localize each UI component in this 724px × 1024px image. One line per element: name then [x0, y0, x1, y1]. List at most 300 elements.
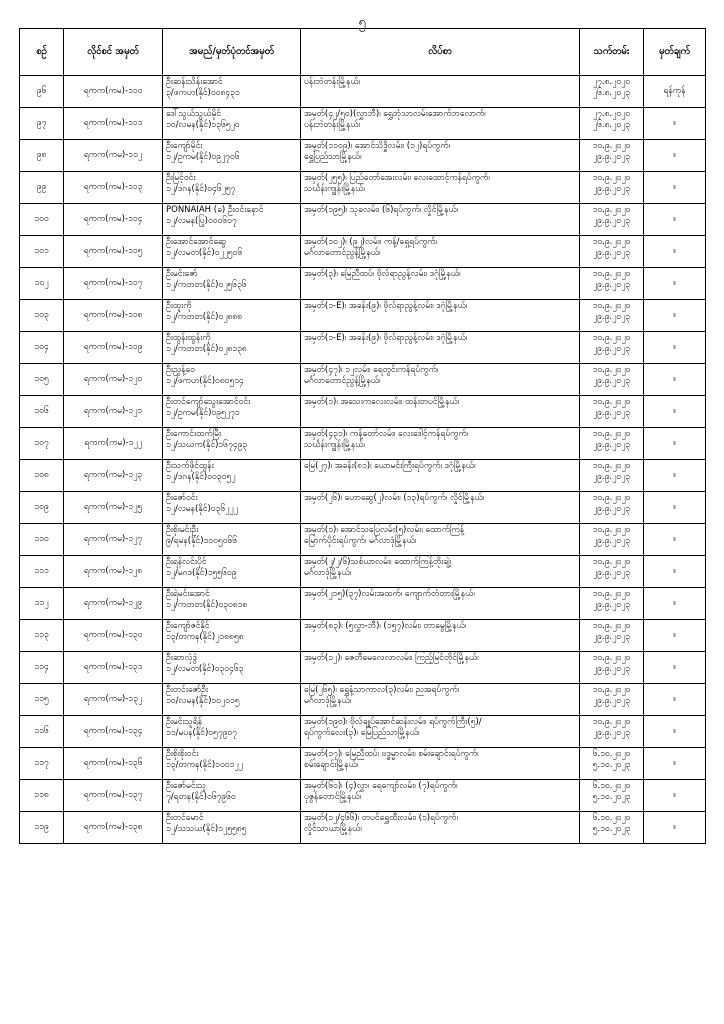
nrc-number: ၁၂/မဂဒ(နိုင်)၁၅၅၆၀၉ [166, 568, 237, 579]
valid-from: ၁၀.၉.၂၀၂၀ [592, 493, 631, 503]
valid-to: ၂၉.၉.၂၀၂၃ [592, 536, 631, 547]
holder-name: ဦးဇော်ဝင်း [166, 493, 198, 503]
validity-cell [580, 332, 644, 364]
name-cell [163, 396, 301, 428]
nrc-number: ၁၂/သဃက(နိုင်)၁၆၇၄၉၃ [166, 440, 248, 451]
remark-cell: ။ [644, 428, 706, 460]
valid-from: ၆.၁၀.၂၀၂၀ [592, 781, 631, 791]
valid-from: ၁၀.၉.၂၀၂၀ [592, 557, 631, 567]
license-no-cell: ရကက(ကမ)-၁၁၄ [64, 204, 163, 236]
serial-cell: ၁၀၅ [20, 364, 64, 396]
name-cell [163, 556, 301, 588]
nrc-number: ၁၁/မပန(နိုင်)၀၅၇၉၀၇ [166, 728, 237, 739]
valid-from: ၁၀.၉.၂၀၂၀ [592, 141, 631, 151]
name-cell [163, 652, 301, 684]
license-no-cell: ရကက(ကမ)-၁၁၃ [64, 172, 163, 204]
valid-to: ၂၉.၉.၂၀၂၃ [592, 312, 631, 323]
header-license-no: လိုင်စင် အမှတ် [64, 29, 163, 76]
address-line-1: အမှတ်(၁၇)၊ မြေညီထပ်၊ ဗဒ္ဓမ္မာလမ်း၊ စမ်းချောင်းရပ်ကွက်၊ [304, 749, 479, 759]
address-cell [301, 684, 580, 716]
remark-cell: ။ [644, 108, 706, 140]
address-line-1: အမှတ်(၁-E)၊ အခန်း(၉)၊ ဗိုလ်ရာညွန့်လမ်း၊ ဒဂုံမြို့နယ်၊ [304, 301, 468, 311]
serial-cell: ၁၁၀ [20, 524, 64, 556]
name-cell [163, 204, 301, 236]
serial-cell: ၉၆ [20, 76, 64, 108]
serial-cell: ၁၁၇ [20, 748, 64, 780]
valid-to: ၂၉.၉.၂၀၂၃ [592, 728, 631, 739]
remark-cell: ။ [644, 556, 706, 588]
serial-cell: ၉၉ [20, 172, 64, 204]
holder-name: ဦးမင်းဇော် [166, 269, 198, 279]
name-cell [163, 460, 301, 492]
address-cell [301, 588, 580, 620]
valid-to: ၂၉.၉.၂၀၂၃ [592, 504, 631, 515]
valid-from: ၁၀.၉.၂၀၂၀ [592, 269, 631, 279]
address-line-1: အမှတ်(၂၆)၊ ဟောဆွေ(၂)လမ်း၊ (၁၃)ရပ်ကွက်၊ လှိုင်မြို့နယ်၊ [304, 493, 485, 503]
nrc-number: ၇/ရတန(နိုင်)၀၆၇၉၆၀ [166, 792, 236, 803]
address-cell [301, 172, 580, 204]
license-table [19, 28, 706, 844]
holder-name: ဦးစိုးမင်းဦး [166, 525, 199, 535]
remark-cell: ။ [644, 172, 706, 204]
address-cell [301, 236, 580, 268]
remark-cell: ။ [644, 588, 706, 620]
table-row [20, 108, 706, 140]
name-cell [163, 716, 301, 748]
valid-to: ၂၉.၉.၂၀၂၃ [592, 280, 631, 291]
license-no-cell: ရကက(ကမ)-၁၃၄ [64, 716, 163, 748]
remark-cell: ။ [644, 780, 706, 812]
valid-to: ၂၉.၉.၂၀၂၃ [592, 664, 631, 675]
address-cell [301, 76, 580, 108]
valid-to: ၂၉.၉.၂၀၂၃ [592, 440, 631, 451]
valid-from: ၁၀.၉.၂၀၂၀ [592, 397, 631, 407]
validity-cell [580, 620, 644, 652]
table-row [20, 716, 706, 748]
address-cell [301, 620, 580, 652]
address-line-2: စမ်းချောင်းမြို့နယ်၊ [304, 760, 359, 771]
valid-from: ၁၀.၉.၂၀၂၀ [592, 173, 631, 183]
table-header-row [20, 29, 706, 76]
serial-cell: ၁၀၁ [20, 236, 64, 268]
serial-cell: ၁၁၂ [20, 588, 64, 620]
holder-name: ဦးဇော်မင်းသူ [166, 781, 206, 791]
valid-from: ၆.၁၀.၂၀၂၀ [592, 813, 631, 823]
license-no-cell: ရကက(ကမ)-၁၂၂ [64, 428, 163, 460]
nrc-number: ၁၂/လမတ(နိုင်)၀၃၀၄၆၃ [166, 664, 244, 675]
address-cell [301, 140, 580, 172]
address-cell [301, 396, 580, 428]
table-row [20, 748, 706, 780]
address-cell [301, 300, 580, 332]
holder-name: ဦးဆန်းသိန်းအောင် [166, 77, 223, 87]
table-row [20, 332, 706, 364]
table-row [20, 556, 706, 588]
address-line-1: အမှတ်(၁၂/၄၆၆)၊ တပင်ရွှေထီးလမ်း၊ (၁)ရပ်ကွက်၊ [304, 813, 458, 823]
name-cell [163, 364, 301, 396]
valid-to: ၂၆.၈.၂၀၂၃ [592, 88, 631, 99]
table-row [20, 204, 706, 236]
license-no-cell: ရကက(ကမ)-၁၃၇ [64, 780, 163, 812]
address-line-1: အမှတ်(၁၀၂)၊ (၉၂)လမ်း၊ ကန့်/ရှေ့ရပ်ကွက်၊ [304, 237, 437, 247]
address-line-2: မြောက်ပိုင်းရပ်ကွက်၊ မင်္ဂလာဒုံမြို့နယ်၊ [304, 536, 417, 547]
license-no-cell: ရကက(ကမ)-၁၁၂ [64, 140, 163, 172]
nrc-number: ၁၀/လမန(နိုင်)၁၃၆၅၂၀ [166, 120, 240, 131]
serial-cell: ၁၀၇ [20, 428, 64, 460]
valid-from: ၁၀.၉.၂၀၂၀ [592, 237, 631, 247]
name-cell [163, 492, 301, 524]
validity-cell [580, 108, 644, 140]
serial-cell: ၁၁၉ [20, 812, 64, 844]
serial-cell: ၁၁၄ [20, 652, 64, 684]
valid-to: ၂၉.၉.၂၀၂၃ [592, 152, 631, 163]
valid-from: ၁၀.၉.၂၀၂၀ [592, 301, 631, 311]
nrc-number: ၁၂/လမတ(နိုင်)၀၂၂၅၀၆ [166, 248, 243, 259]
address-cell [301, 716, 580, 748]
table-row [20, 684, 706, 716]
validity-cell [580, 460, 644, 492]
table-row [20, 76, 706, 108]
address-line-1: အမှတ်(၃)၊ မြေညီထပ်၊ ဗိုလ်ရာညွန့်လမ်း၊ ဒဂုံမြို့နယ်၊ [304, 269, 461, 279]
valid-from: ၁၀.၉.၂၀၂၀ [592, 205, 631, 215]
address-line-1: မြေ(၂၇)၊ အခန်း(၈၁)၊ ယောမင်းကြီးရပ်ကွက်၊ ဒဂုံမြို့နယ်၊ [304, 461, 476, 471]
address-cell [301, 204, 580, 236]
holder-name: ဦးအောင်အောင်ဆွေ [166, 237, 226, 247]
valid-from: ၁၀.၉.၂၀၂၀ [592, 365, 631, 375]
nrc-number: ၁၂/ကတတ(နိုင်)၀၃၀၈၁၈ [166, 600, 248, 611]
validity-cell [580, 204, 644, 236]
table-row [20, 428, 706, 460]
nrc-number: ၉/ရမန(နိုင်)၁၀၀၅၀၆၆ [166, 536, 237, 547]
validity-cell [580, 396, 644, 428]
validity-cell [580, 588, 644, 620]
address-line-1: အမှတ်(၂/၂/၆)သစ်ယာလမ်း၊ ထောက်ကြန့်တိုးချဲ့၊ [304, 557, 451, 567]
holder-name: ဦးမြင့်ဝင်း [166, 173, 196, 183]
address-cell [301, 332, 580, 364]
address-cell [301, 492, 580, 524]
address-line-1: မြေ(၂၆၅)၊ ရွှေနံ့သာကာလ(၃)လမ်း၊ ညအရပ်ကွက်၊ [304, 685, 460, 695]
address-line-1: အမှတ်(၁၉၀)၊ ဗိုလ်ချုပ်အောင်ဆန်းလမ်း၊ ရပ်ကွက်ကြီး(၅)/ [304, 717, 482, 727]
holder-name: ဦးကျော်ဇင်နိုင် [166, 621, 210, 631]
table-row [20, 780, 706, 812]
name-cell [163, 108, 301, 140]
validity-cell [580, 684, 644, 716]
nrc-number: ၁၃/တကန(နိုင်)၂၁၈၈၅၈ [166, 632, 244, 643]
name-cell [163, 780, 301, 812]
valid-to: ၂၉.၉.၂၀၂၃ [592, 408, 631, 419]
name-cell [163, 428, 301, 460]
header-validity: သက်တမ်း [580, 29, 644, 76]
table-row [20, 524, 706, 556]
valid-from: ၁၀.၉.၂၀၂၀ [592, 621, 631, 631]
address-cell [301, 428, 580, 460]
serial-cell: ၁၀၀ [20, 204, 64, 236]
serial-cell: ၁၀၈ [20, 460, 64, 492]
address-cell [301, 460, 580, 492]
holder-name: ဦးကောင်းထက်မြီး [166, 429, 222, 439]
nrc-number: ၁၂/ကတတ(နိုင်)၀၂၅၆၃၆ [166, 280, 247, 291]
name-cell [163, 588, 301, 620]
nrc-number: ၁၂/လမန(နိုင်)၀၃၆၂၂၂ [166, 504, 238, 515]
valid-to: ၂၉.၉.၂၀၂၃ [592, 600, 631, 611]
remark-cell: ။ [644, 332, 706, 364]
holder-name: ဦးရဲမင်းအောင် [166, 589, 210, 599]
valid-to: ၂၉.၉.၂၀၂၃ [592, 632, 631, 643]
address-line-1: အမှတ်(၁)၊ အောင်သပြေလမ်း(၅)လမ်း၊ ထောက်ကြန့် [304, 525, 465, 535]
remark-cell: ။ [644, 364, 706, 396]
remark-cell: ။ [644, 300, 706, 332]
nrc-number: ၁၂/ဥကမ(နိုင်)၀၉၂၇၀၆ [166, 152, 240, 163]
validity-cell [580, 140, 644, 172]
valid-to: ၂၉.၉.၂၀၂၃ [592, 216, 631, 227]
license-no-cell: ရကက(ကမ)-၁၁၇ [64, 268, 163, 300]
table-row [20, 364, 706, 396]
nrc-number: ၁၂/ဖကဟ(နိုင်)၀၈၀၅၁၄ [166, 376, 244, 387]
validity-cell [580, 268, 644, 300]
name-cell [163, 812, 301, 844]
remark-cell: ။ [644, 652, 706, 684]
valid-from: ၁၀.၉.၂၀၂၀ [592, 333, 631, 343]
validity-cell [580, 172, 644, 204]
holder-name: ဦးကျော်မိုင်း [166, 141, 203, 151]
name-cell [163, 76, 301, 108]
valid-to: ၂၉.၉.၂၀၂၃ [592, 568, 631, 579]
remark-cell: ။ [644, 716, 706, 748]
name-cell [163, 332, 301, 364]
nrc-number: ၁၂/ဥကမ(နိုင်)၀၉၅၂၇၁ [166, 408, 240, 419]
remark-cell: ။ [644, 748, 706, 780]
license-no-cell: ရကက(ကမ)-၁၂၃ [64, 460, 163, 492]
nrc-number: ၁၂/လမန(ပြု)၀၀၀၆၀၇ [166, 216, 237, 227]
address-line-2: ရွှေပြည်သာမြို့နယ်၊ [304, 152, 362, 163]
table-row [20, 172, 706, 204]
nrc-number: ၁၂/ဒဂန(နိုင်)၀၀၃၀၅၂ [166, 472, 236, 483]
remark-cell: ။ [644, 524, 706, 556]
nrc-number: ၃/ဖကဟ(နိုင်)၀၀၈၄၃၁ [166, 88, 240, 99]
serial-cell: ၁၁၅ [20, 684, 64, 716]
valid-to: ၂၉.၉.၂၀၂၃ [592, 376, 631, 387]
serial-cell: ၁၀၄ [20, 332, 64, 364]
license-no-cell: ရကက(ကမ)-၁၂၇ [64, 524, 163, 556]
serial-cell: ၁၀၃ [20, 300, 64, 332]
address-cell [301, 652, 580, 684]
license-no-cell: ရကက(ကမ)-၁၁၉ [64, 332, 163, 364]
validity-cell [580, 556, 644, 588]
holder-name: PONNAIAH (ခ) ဦးဝင်းနောင် [166, 205, 264, 215]
address-line-2: ရပ်ကွက်လေး(၃)၊ မြေပြည်သာမြို့နယ်၊ [304, 728, 420, 739]
license-no-cell: ရကက(ကမ)-၁၃၁ [64, 652, 163, 684]
license-no-cell: ရကက(ကမ)-၁၂၉ [64, 588, 163, 620]
address-line-1: အမှတ်(၁၂)၊ ဇေတီမေလေလာလမ်း၊ ကြည့်မြင်တိုင်မြို့နယ်၊ [304, 653, 479, 663]
validity-cell [580, 652, 644, 684]
nrc-number: ၁၂/ကတတ(နိုင်)၀၂၈၈၈ [166, 312, 242, 323]
serial-cell: ၁၁၆ [20, 716, 64, 748]
address-cell [301, 524, 580, 556]
page-number: ၅ [358, 15, 366, 30]
nrc-number: ၁၃/တကန(နိုင်)၁၀၀၁၂၂ [166, 760, 243, 771]
valid-from: ၁၀.၉.၂၀၂၀ [592, 461, 631, 471]
serial-cell: ၁၀၉ [20, 492, 64, 524]
remark-cell: ။ [644, 460, 706, 492]
valid-to: ၅.၁၀.၂၀၂၃ [592, 760, 631, 771]
holder-name: ဦးသက်ဖိုင်ထွန်း [166, 461, 214, 471]
table-row [20, 588, 706, 620]
license-no-cell: ရကက(ကမ)-၁၁၅ [64, 236, 163, 268]
serial-cell: ၉၇ [20, 108, 64, 140]
valid-to: ၂၉.၉.၂၀၂၃ [592, 344, 631, 355]
serial-cell: ၁၁၃ [20, 620, 64, 652]
address-line-2: ပုဇွန်တောင်မြို့နယ်၊ [304, 792, 361, 803]
table-row [20, 620, 706, 652]
table-row [20, 812, 706, 844]
address-line-1: အမှတ်(၁၉၅)၊ သုခလမ်း၊ (၆)ရပ်ကွက်၊ လှိုင်မြို့နယ်၊ [304, 205, 459, 215]
license-no-cell: ရကက(ကမ)-၁၂၀ [64, 364, 163, 396]
name-cell [163, 172, 301, 204]
valid-to: ၂၉.၉.၂၀၂၃ [592, 696, 631, 707]
holder-name: ဦးတင်မောင် [166, 813, 204, 823]
valid-to: ၅.၁၀.၂၀၂၃ [592, 792, 631, 803]
holder-name: ဦးထွန်းထွန်းကို [166, 333, 211, 343]
validity-cell [580, 364, 644, 396]
license-no-cell: ရကက(ကမ)-၁၃၀ [64, 620, 163, 652]
name-cell [163, 620, 301, 652]
header-remark: မှတ်ချက် [644, 29, 706, 76]
remark-cell: ။ [644, 812, 706, 844]
valid-to: ၂၉.၉.၂၀၂၃ [592, 472, 631, 483]
license-no-cell: ရကက(ကမ)-၁၂၅ [64, 492, 163, 524]
table-row [20, 492, 706, 524]
holder-name: ဦးတင်းဇော်ဦး [166, 685, 209, 695]
address-line-2: မင်္ဂလာဒုံမြို့နယ်၊ [304, 696, 352, 707]
license-no-cell: ရကက(ကမ)-၁၁၈ [64, 300, 163, 332]
license-no-cell: ရကက(ကမ)-၁၃၂ [64, 684, 163, 716]
license-no-cell: ရကက(ကမ)-၁၁၁ [64, 108, 163, 140]
name-cell [163, 268, 301, 300]
serial-cell: ၁၀၂ [20, 268, 64, 300]
address-line-1: ပန်းဘဲတန်းမြို့နယ်၊ [304, 77, 361, 87]
serial-cell: ၁၁၈ [20, 780, 64, 812]
address-cell [301, 364, 580, 396]
nrc-number: ၁၀/လမန(နိုင်)၁၀၂၀၁၅ [166, 696, 240, 707]
validity-cell [580, 524, 644, 556]
address-line-2: သင်္ဃန်းကျွန်းမြို့နယ်၊ [304, 184, 365, 195]
validity-cell [580, 492, 644, 524]
address-cell [301, 780, 580, 812]
address-line-1: အမှတ်(၆၀)၊ (၄)လွှာ၊ ရေကျော်လမ်း၊ (၇)ရပ်ကွက်၊ [304, 781, 458, 791]
valid-from: ၁၀.၉.၂၀၂၀ [592, 429, 631, 439]
name-cell [163, 140, 301, 172]
holder-name: ဦးရန်လင်းပိုင် [166, 557, 207, 567]
remark-cell: ။ [644, 268, 706, 300]
header-name-id: အမည်/မှတ်ပုံတင်အမှတ် [163, 29, 301, 76]
table-row [20, 460, 706, 492]
validity-cell [580, 428, 644, 460]
address-line-1: အမှတ်(၂၁၅)(၃၇)လမ်းအထက်၊ ကျောက်တံတားမြို့နယ်၊ [304, 589, 475, 599]
valid-from: ၁၀.၉.၂၀၂၀ [592, 685, 631, 695]
address-cell [301, 556, 580, 588]
license-no-cell: ရကက(ကမ)-၁၂၁ [64, 396, 163, 428]
holder-name: ဦးဆာလုံဒွဲ [166, 653, 197, 663]
table-row [20, 396, 706, 428]
holder-name: ဦးညွှန့်ဝေ [166, 365, 195, 375]
license-no-cell: ရကက(ကမ)-၁၃၆ [64, 748, 163, 780]
name-cell [163, 300, 301, 332]
serial-cell: ၉၈ [20, 140, 64, 172]
address-line-1: အမှတ်(၄၃၁)၊ ကန့်တော်လမ်း၊ လေးဒေါင့်ကန်ရပ်ကွက်၊ [304, 429, 469, 439]
table-row [20, 236, 706, 268]
license-no-cell: ရကက(ကမ)-၁၂၈ [64, 556, 163, 588]
remark-cell: ။ [644, 396, 706, 428]
header-serial: စဉ် [20, 29, 64, 76]
valid-to: ၅.၁၀.၂၀၂၃ [592, 824, 631, 835]
valid-to: ၂၉.၉.၂၀၂၃ [592, 248, 631, 259]
valid-from: ၂၇.၈.၂၀၂၀ [592, 109, 631, 119]
header-address: လိပ်စာ [301, 29, 580, 76]
valid-to: ၂၆.၈.၂၀၂၃ [592, 120, 631, 131]
address-cell [301, 748, 580, 780]
address-line-1: အမှတ်(၄၇)၊ ၁၂လမ်း၊ ရေတွင်းကန်ရပ်ကွက်၊ [304, 365, 439, 375]
address-line-2: ပန်းဘဲတန်းမြို့နယ်၊ [304, 120, 361, 131]
address-line-2: လှိုင်သာယာမြို့နယ်၊ [304, 824, 362, 835]
validity-cell [580, 236, 644, 268]
valid-from: ၆.၁၀.၂၀၂၀ [592, 749, 631, 759]
table-row [20, 268, 706, 300]
table-row [20, 652, 706, 684]
holder-name: ဦးထူးကို [166, 301, 192, 311]
nrc-number: ၁၂/သသယ(နိုင်)၁၂၅၅၈၅ [166, 824, 247, 835]
address-cell [301, 108, 580, 140]
remark-cell: ။ [644, 140, 706, 172]
valid-from: ၁၀.၉.၂၀၂၀ [592, 589, 631, 599]
table-row [20, 300, 706, 332]
table-row [20, 140, 706, 172]
address-line-1: အမှတ်(၈၃)၊ (၅လွှာ-ဘီ)၊ (၁၅၇)လမ်း၊ တာမွေမြို့နယ်၊ [304, 621, 467, 631]
license-no-cell: ရကက(ကမ)-၁၃၈ [64, 812, 163, 844]
address-line-1: အမှတ်(၄၂/၅၀)(လွှာဘီ)၊ ရွှေဘုံသာလမ်းအောက်ဘလောက်၊ [304, 109, 486, 119]
validity-cell [580, 748, 644, 780]
address-line-2: မင်္ဂလာတောင်ညွန့်မြို့နယ်၊ [304, 376, 381, 387]
remark-cell: ။ [644, 492, 706, 524]
validity-cell [580, 300, 644, 332]
validity-cell [580, 780, 644, 812]
serial-cell: ၁၁၁ [20, 556, 64, 588]
address-cell [301, 268, 580, 300]
holder-name: ဦးတင်ကျော်သွေးအောင်ဝင်း [166, 397, 251, 407]
name-cell [163, 524, 301, 556]
remark-cell: ။ [644, 204, 706, 236]
valid-from: ၂၇.၈.၂၀၂၀ [592, 77, 631, 87]
license-no-cell: ရကက(ကမ)-၁၁၀ [64, 76, 163, 108]
name-cell [163, 748, 301, 780]
valid-to: ၂၉.၉.၂၀၂၃ [592, 184, 631, 195]
nrc-number: ၁၂/ကတတ(နိုင်)၀၂၈၁၃၈ [166, 344, 247, 355]
nrc-number: ၁၂/ဒဂန(နိုင်)၀၄၆၂၅၇ [166, 184, 236, 195]
address-line-1: အမှတ်(၁၁၀၉)၊ အောင်သိဒ္ဓိလမ်း၊ (၁၂)ရပ်ကွက်၊ [304, 141, 451, 151]
address-line-1: အမှတ်(၁-E)၊ အခန်း(၉)၊ ဗိုလ်ရာညွန့်လမ်း၊ ဒဂုံမြို့နယ်၊ [304, 333, 468, 343]
remark-cell: ။ [644, 620, 706, 652]
name-cell [163, 236, 301, 268]
validity-cell [580, 812, 644, 844]
validity-cell [580, 716, 644, 748]
address-cell [301, 812, 580, 844]
address-line-2: မင်္ဂလာတောင်ညွန့်မြို့နယ်၊ [304, 248, 381, 259]
valid-from: ၁၀.၉.၂၀၂၀ [592, 653, 631, 663]
serial-cell: ၁၀၆ [20, 396, 64, 428]
remark-cell: ။ [644, 684, 706, 716]
holder-name: ဒေါ်သွယ်သွယ်မိုင် [166, 109, 222, 119]
remark-cell: ။ [644, 236, 706, 268]
address-line-2: သင်္ဃန်းကျွန်းမြို့နယ်၊ [304, 440, 365, 451]
